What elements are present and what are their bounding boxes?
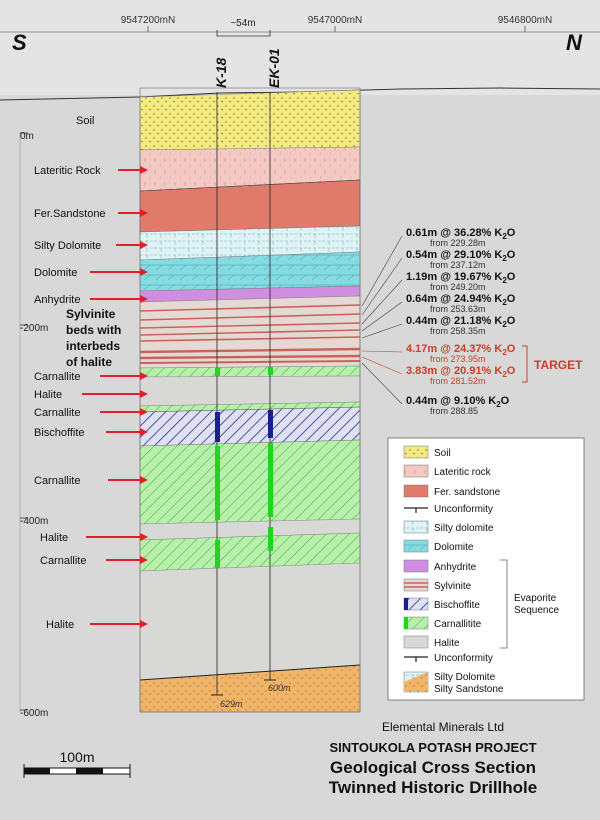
coord-label: 9546800mN — [497, 15, 553, 26]
intercept-depth: from 249.20m — [430, 282, 486, 292]
depth-label: -600m — [20, 708, 49, 719]
layer-label: Lateritic Rock — [34, 165, 101, 177]
intercept-depth: from 281.52m — [430, 376, 486, 386]
intercept-grade: 1.19m @ 19.67% $K_2O$ — [406, 271, 516, 285]
svg-text:Sylvinite: Sylvinite — [66, 307, 116, 321]
intercept-depth: from 253.63m — [430, 304, 486, 314]
target-bracket — [522, 346, 527, 382]
hole-label-k18: K-18 — [213, 57, 229, 88]
intercept-leaders — [362, 236, 402, 404]
intercept-grade: 0.44m @ 21.18% $K_2O$ — [406, 315, 516, 329]
svg-text:interbeds: interbeds — [66, 339, 121, 353]
legend-swatch-silty-dolomite — [404, 521, 428, 533]
intercept-grade: 4.17m @ 24.37% $K_2O$ — [406, 343, 516, 357]
layer-label: Halite — [34, 389, 63, 401]
stratum-carnallite-upper — [140, 366, 360, 377]
hole-label-ek01: EK-01 — [266, 48, 282, 88]
layer-label: Soil — [76, 115, 95, 127]
intercept-grade: 0.54m @ 29.10% $K_2O$ — [406, 249, 516, 263]
legend — [388, 438, 584, 700]
intercept-depth: from 229.28m — [430, 238, 486, 248]
scale-bar-label: 100m — [59, 749, 95, 765]
legend-label: Anhydrite — [434, 562, 477, 573]
intercept-depth: from 237.12m — [430, 260, 486, 270]
stratum-carnallite-main — [140, 440, 360, 524]
intercept-grade: 0.61m @ 36.28% $K_2O$ — [406, 227, 516, 241]
depth-label: -200m — [20, 323, 49, 334]
legend-swatch-dolomite — [404, 540, 428, 552]
legend-label: Silty Sandstone — [434, 684, 504, 695]
evaporite-label: Evaporite — [514, 593, 557, 604]
intercept-grade: 0.44m @ 9.10% $K_2O$ — [406, 395, 510, 409]
intercept-depth: from 288.85 — [430, 406, 479, 416]
evaporite-label: Sequence — [514, 605, 560, 616]
stratum-soil — [140, 90, 360, 150]
spacing-label: ~54m — [230, 18, 256, 29]
scale-bar — [24, 764, 130, 778]
intercept-grade: 3.83m @ 20.91% $K_2O$ — [406, 365, 516, 379]
layer-label: Carnallite — [34, 371, 81, 383]
layer-label: Carnallite — [34, 407, 81, 419]
stratum-halite-lower — [140, 563, 360, 680]
intercept-grade: 0.64m @ 24.94% $K_2O$ — [406, 293, 516, 307]
legend-label: Silty Dolomite — [434, 672, 496, 683]
intercept-list — [406, 227, 516, 416]
legend-label: Bischoffite — [434, 600, 480, 611]
coord-label: 9547000mN — [307, 15, 363, 26]
hole-depth-k18: 629m — [220, 699, 243, 709]
layer-labels — [34, 115, 106, 631]
legend-swatch-sylvinite — [404, 579, 428, 591]
layer-arrows — [82, 166, 148, 628]
project-name: SINTOUKOLA POTASH PROJECT — [329, 740, 537, 755]
legend-label: Fer. sandstone — [434, 487, 501, 498]
depth-label: 0m — [20, 131, 34, 142]
layer-label: Carnallite — [40, 555, 87, 567]
hole-depth-ek01: 600m — [268, 683, 291, 693]
sylvinite-label — [66, 307, 121, 369]
layer-label: Bischoffite — [34, 427, 85, 439]
company-name: Elemental Minerals Ltd — [381, 720, 505, 734]
north-label: N — [566, 30, 582, 55]
layer-label: Halite — [40, 532, 69, 544]
legend-swatch-soil — [404, 446, 428, 458]
stratum-bischoffite — [140, 407, 360, 446]
depth-ticks — [20, 133, 28, 710]
depth-label: -400m — [20, 516, 49, 527]
legend-swatch-anhydrite — [404, 560, 428, 572]
legend-swatch-lateritic — [404, 465, 428, 477]
legend-swatch-halite — [404, 636, 428, 648]
diagram-subtitle: Twinned Historic Drillhole — [328, 778, 538, 797]
legend-label: Unconformity — [434, 504, 493, 515]
coord-label: 9547200mN — [120, 15, 176, 26]
south-label: S — [12, 30, 27, 55]
legend-label: Lateritic rock — [434, 467, 491, 478]
layer-label: Anhydrite — [34, 294, 81, 306]
intercept-depth: from 258.35m — [430, 326, 486, 336]
legend-label: Carnallitite — [434, 619, 482, 630]
svg-text:of halite: of halite — [66, 355, 113, 369]
layer-label: Fer.Sandstone — [34, 208, 106, 220]
legend-label: Silty dolomite — [434, 523, 494, 534]
legend-label: Dolomite — [434, 542, 474, 553]
stratum-halite-upper — [140, 376, 360, 406]
layer-label: Dolomite — [34, 267, 78, 279]
intercept-depth: from 273.95m — [430, 354, 486, 364]
layer-label: Halite — [46, 619, 75, 631]
svg-text:beds with: beds with — [66, 323, 122, 337]
legend-label: Sylvinite — [434, 581, 472, 592]
legend-label: Soil — [434, 448, 451, 459]
target-label: TARGET — [534, 358, 583, 372]
layer-label: Carnallite — [34, 475, 81, 487]
diagram-title: Geological Cross Section — [330, 758, 536, 777]
legend-label: Halite — [434, 638, 460, 649]
legend-label: Unconformity — [434, 653, 493, 664]
layer-label: Silty Dolomite — [34, 240, 102, 252]
legend-swatch-sandstone — [404, 485, 428, 497]
strata-column — [140, 88, 360, 712]
